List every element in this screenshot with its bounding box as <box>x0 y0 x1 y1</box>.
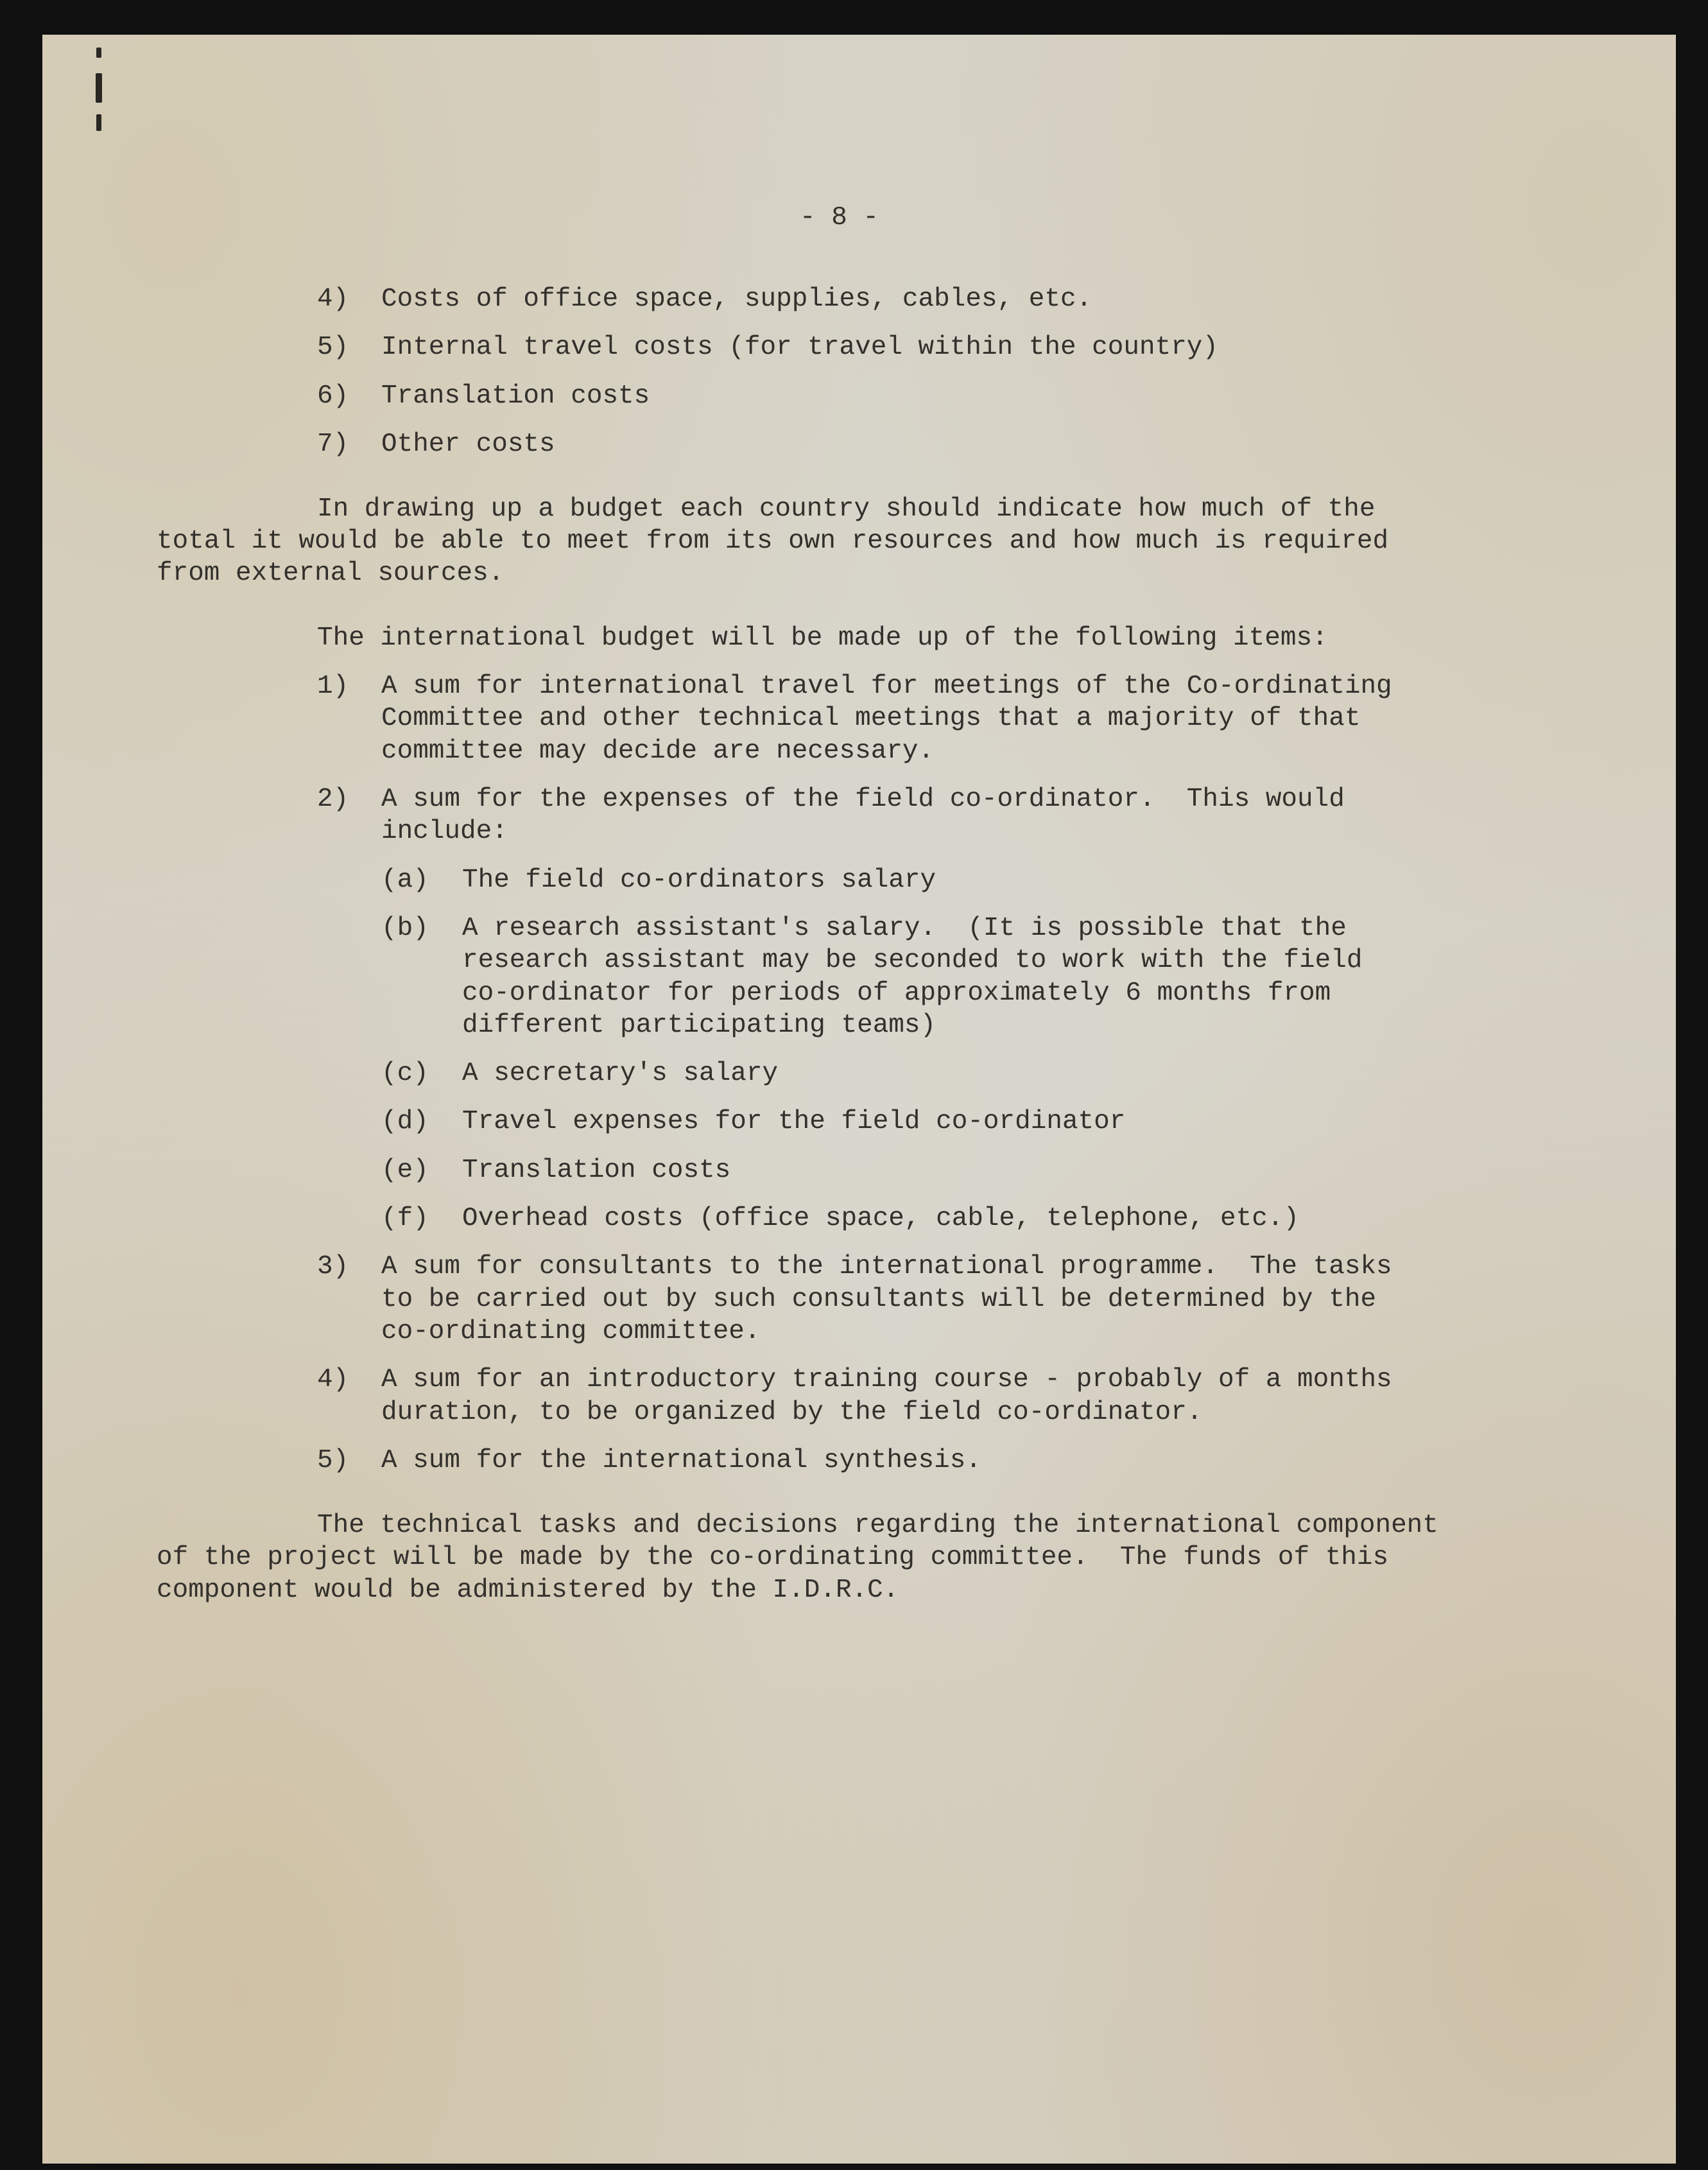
list-number: 3) <box>317 1252 349 1281</box>
sub-item-letter: (b) <box>381 914 429 943</box>
list-item-line: A sum for international travel for meetings of the Co-ordinating <box>381 672 1392 701</box>
list-item: Translation costs <box>381 381 650 411</box>
sub-item-line: The field co-ordinators salary <box>462 865 936 895</box>
list-item-line: co-ordinating committee. <box>381 1317 761 1346</box>
list-item-line: A sum for the expenses of the field co-ordinator. This would <box>381 785 1345 814</box>
sub-item-letter: (c) <box>381 1059 429 1088</box>
list-number: 5) <box>317 333 349 362</box>
sub-item-letter: (a) <box>381 865 429 895</box>
list-item-line: A sum for an introductory training course - probably of a months <box>381 1365 1392 1394</box>
paragraph-line: The technical tasks and decisions regarding the international component <box>317 1511 1438 1540</box>
page-number: - 8 - <box>800 203 879 232</box>
list-number: 4) <box>317 1365 349 1394</box>
list-number: 6) <box>317 381 349 411</box>
sub-item-line: Travel expenses for the field co-ordinator <box>462 1107 1126 1136</box>
list-number: 2) <box>317 785 349 814</box>
sub-item-line: Translation costs <box>462 1156 731 1185</box>
list-item-line: include: <box>381 817 508 846</box>
list-item: Other costs <box>381 430 555 459</box>
list-item: Internal travel costs (for travel within the country) <box>381 333 1219 362</box>
sub-item-line: co-ordinator for periods of approximately 6 months from <box>462 978 1331 1008</box>
list-item-line: A sum for consultants to the international programme. The tasks <box>381 1252 1392 1281</box>
list-number: 1) <box>317 672 349 701</box>
list-item-line: committee may decide are necessary. <box>381 736 935 766</box>
sub-item-line: Overhead costs (office space, cable, telephone, etc.) <box>462 1204 1300 1233</box>
paragraph-line: component would be administered by the I.D.R.C. <box>157 1575 899 1605</box>
sub-item-line: different participating teams) <box>462 1011 936 1040</box>
sub-item-line: A research assistant's salary. (It is possible that the <box>462 914 1347 943</box>
list-item-line: to be carried out by such consultants will be determined by the <box>381 1285 1377 1314</box>
list-item-line: A sum for the international synthesis. <box>381 1446 981 1475</box>
sub-item-letter: (d) <box>381 1107 429 1136</box>
paragraph-line: In drawing up a budget each country should indicate how much of the <box>317 494 1376 524</box>
paragraph-line: total it would be able to meet from its own resources and how much is required <box>157 526 1389 556</box>
paragraph-line: of the project will be made by the co-ordinating committee. The funds of this <box>157 1543 1389 1572</box>
list-number: 5) <box>317 1446 349 1475</box>
list-number: 4) <box>317 284 349 314</box>
list-item: Costs of office space, supplies, cables, etc. <box>381 284 1092 314</box>
international-intro: The international budget will be made up of the following items: <box>317 623 1328 653</box>
list-item-line: Committee and other technical meetings that a majority of that <box>381 704 1361 733</box>
sub-item-letter: (e) <box>381 1156 429 1185</box>
sub-item-letter: (f) <box>381 1204 429 1233</box>
paragraph-line: from external sources. <box>157 559 505 588</box>
sub-item-line: A secretary's salary <box>462 1059 779 1088</box>
sub-item-line: research assistant may be seconded to work with the field <box>462 946 1363 975</box>
list-number: 7) <box>317 430 349 459</box>
list-item-line: duration, to be organized by the field co-ordinator. <box>381 1398 1203 1427</box>
